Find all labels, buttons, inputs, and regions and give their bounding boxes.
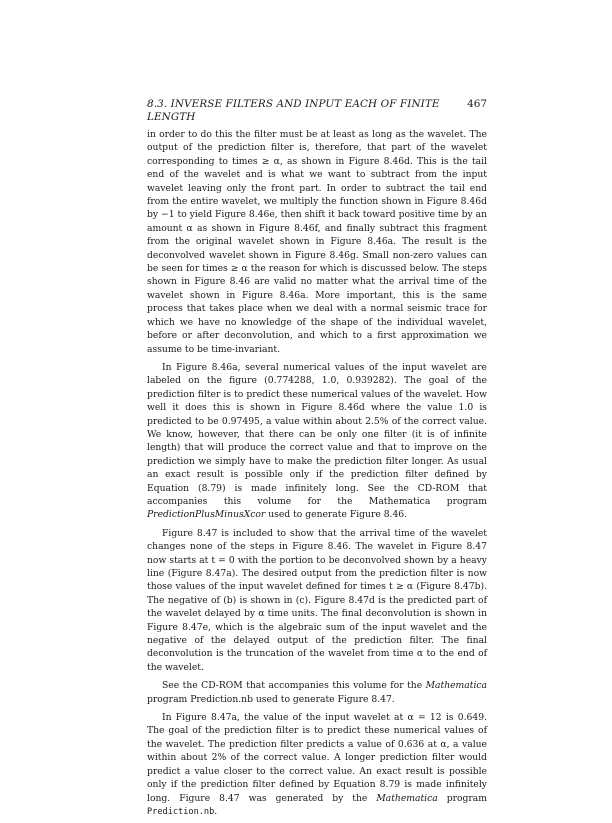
- paragraph-2: [147, 361, 487, 522]
- paragraph-2-text-a: In Figure 8.46a, several numerical values of the input wavelet are labeled on the figure (0.774288, 1.0, 0.939282). The goal of the prediction filter is to predict these numerical values of the wavelet. How well it does this is shown in Figure 8.46d where the value 1.0 is predicted to be 0.97495, a value within about 2.5% of the correct value. We know, however, that there can be only one filter (it is of infinite length) that will produce the correct value and that to improve on the prediction we simply have to make the prediction filter longer. As usual an exact result is possible only if the prediction filter defined by Equation (8.79) is made infinitely long. See the CD-ROM that accompanies this volume for the Mathematica program: [147, 361, 487, 507]
- paragraph-5: [147, 711, 487, 819]
- page-number: 467: [467, 98, 487, 110]
- body-text: [147, 128, 487, 823]
- file-name: Prediction.nb: [147, 806, 215, 817]
- paragraph-5-text-mid: program: [437, 792, 487, 804]
- paragraph-5-text-a: In Figure 8.47a, the value of the input wavelet at α = 12 is 0.649. The goal of the prediction filter is to predict these numerical values of the wavelet. The prediction filter predicts a value of 0.636 at α, a value within about 2% of the correct value. A longer prediction filter would predict a value closer to the correct value. An exact result is possible only if the prediction filter defined by Equation 8.79 is made infinitely long. Figure 8.47 was generated by the: [147, 712, 487, 804]
- paragraph-4: [147, 679, 487, 706]
- running-head: [147, 98, 487, 124]
- program-name: PredictionPlusMinusXcor: [147, 509, 266, 521]
- paragraph-5-text-end: .: [214, 805, 218, 817]
- paragraph-2-text-b: used to generate Figure 8.46.: [265, 509, 408, 521]
- paragraph-3: Figure 8.47 is included to show that the arrival time of the wavelet changes none of the steps in Figure 8.46. The wavelet in Figure 8.47 now starts at t = 0 with the portion to be deconvolved shown by a heavy line (Figure 8.47a). The desired output from the prediction filter is now those values of the input wavelet defined for times t ≥ α (Figure 8.47b). The negative of (b) is shown in (c). Figure 8.47d is the predicted part of the wavelet delayed by α time units. The final deconvolution is shown in Figure 8.47e, which is the algebraic sum of the input wavelet and the negative of the delayed output of the prediction filter. The final deconvolution is the truncation of the wavelet from time α to the end of the wavelet.: [147, 527, 487, 673]
- mathematica-name-2: Mathematica: [376, 792, 438, 804]
- paragraph-4-text-b: program Prediction.nb used to generate Figure 8.47.: [147, 693, 395, 705]
- mathematica-name: Mathematica: [425, 680, 487, 692]
- paragraph-4-text-a: See the CD-ROM that accompanies this volume for the: [162, 680, 426, 692]
- paragraph-1: in order to do this the filter must be at least as long as the wavelet. The output of the prediction filter is, therefore, that part of the wavelet corresponding to times ≥ α, as shown in Figure 8.46d. This is the tail end of the wavelet and is what we want to subtract from the input wavelet leaving only the front part. In order to subtract the tail end from the entire wavelet, we multiply the function shown in Figure 8.46d by −1 to yield Figure 8.46e, then shift it back toward positive time by an amount α as shown in Figure 8.46f, and finally subtract this fragment from the original wavelet shown in Figure 8.46a. The result is the deconvolved wavelet shown in Figure 8.46g. Small non-zero values can be seen for times ≥ α the reason for which is discussed below. The steps shown in Figure 8.46 are valid no matter what the arrival time of the wavelet shown in Figure 8.46a. More important, this is the same process that takes place when we deal with a normal seismic trace for which we have no knowledge of the shape of the individual wavelet, before or after deconvolution, and which to a first approximation we assume to be time-invariant.: [147, 129, 487, 355]
- section-title: 8.3. INVERSE FILTERS AND INPUT EACH OF FINITE LENGTH: [147, 98, 440, 123]
